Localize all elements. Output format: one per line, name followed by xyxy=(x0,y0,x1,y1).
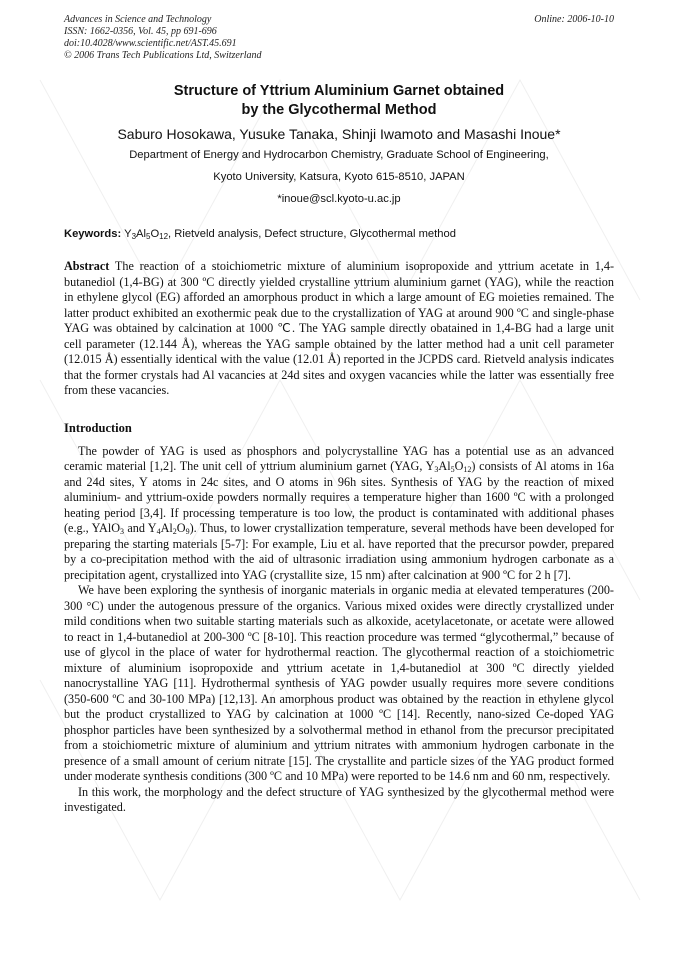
header-meta xyxy=(64,14,614,62)
affiliation xyxy=(64,144,614,210)
keywords xyxy=(64,227,614,241)
keywords-formula: $Y_3Al_5O_{12}$ xyxy=(124,228,169,241)
copyright-line: © 2006 Trans Tech Publications Ltd, Switzerland xyxy=(64,50,262,61)
publication-info xyxy=(64,14,262,62)
intro-paragraph-3: In this work, the morphology and the defect structure of YAG synthesized by the glycothermal method were investigated. xyxy=(64,784,614,814)
title-line-1: Structure of Yttrium Aluminium Garnet obtained xyxy=(173,83,505,99)
doi-line: doi:10.4028/www.scientific.net/AST.45.691 xyxy=(64,38,237,49)
abstract-text: The reaction of a stoichiometric mixture of aluminium isopropoxide and yttrium acetate in 1,4-butanediol (1,4-BG) at 300 ºC directly yielded crystalline yttrium aluminium garnet (YAG), while the reaction in ethylene glycol (EG) afforded an amorphous product in which a large amount of EG moieties remained. The latter product exhibited an exothermic peak due to the crystallization of YAG at around 900 ºC and single-phase YAG was obtained by calcination at 1000 ℃. The YAG sample directly obatained in 1,4-BG had a large unit cell parameter (12.144 Å), whereas the YAG sample obtained by the latter method had a unit cell parameter (12.015 Å) essentially identical with the value (12.01 Å) reported in the JCPDS card. Rietveld analysis indicates that the former crystals had Al vacancies at 24d sites and oxygen vacancies while the latter was essentially free from these vacancies. xyxy=(64,259,615,397)
introduction-heading: Introduction xyxy=(64,420,132,435)
journal-name: Advances in Science and Technology xyxy=(64,14,212,25)
intro-paragraph-2: We have been exploring the synthesis of inorganic materials in organic media at elevated temperatures (200-300 °C) under the autogenous pressure of the organics. Various mixed oxides were directly crystallized under mild conditions when two suitable starting materials such as alkoxide, acetylacetonate, or acetate were allowed to react in 1,4-butanediol at 200-300 ºC [8-10]. This reaction procedure was termed “glycothermal,” because of use of glycol in the place of water for hydrothermal reaction. The glycothermal reaction of a stoichiometric mixture of aluminium isopropoxide and yttrium acetate in 1,4-butanediol at 300 ºC directly yielded nanocrystalline YAG [11]. Hydrothermal synthesis of YAG powder usually requires more severe conditions (350-600 ºC and 30-100 MPa) [12,13]. An amorphous product was obtained by the reaction in ethylene glycol but the product crystallized to YAG by calcination at 1000 ºC [14]. Recently, nano-sized Ce-doped YAG phosphor particles have been synthesized by a solvothermal method in ethanol from the precursor precipitated from a stoichiometric mixture of aluminium and yttrium nitrates with ammonium hydrogen carbonate in the presence of a small amount of cerium nitrate [15]. The crystallite and particle sizes of the YAG product formed under moderate synthesis conditions (300 ºC and 10 MPa) were reported to be 14.6 nm and 60 nm, respectively. xyxy=(64,583,614,783)
issn-line: ISSN: 1662-0356, Vol. 45, pp 691-696 xyxy=(64,26,217,37)
online-date: Online: 2006-10-10 xyxy=(534,14,614,25)
intro-paragraph-1: The powder of YAG is used as phosphors and polycrystalline YAG has a potential use as an advanced ceramic material [1,2]. The unit cell of yttrium aluminium garnet (YAG, $Y_3Al_5O_{12}$) consists of Al atoms in 16a and 24d sites, Y atoms in 24c sites, and O atoms in 96h sites. Synthesis of YAG by the reaction of mixed aluminium- and yttrium-oxide powders normally requires a temperature higher than 1600 ºC with a prolonged heating period [3,4]. If processing temperature is too low, the product is contaminated with additional phases (e.g., YAlO$_3$ and $Y_4Al_2O_9$). Thus, to lower crystallization temperature, several methods have been developed for preparing the starting materials [5-7]: For example, Liu et al. have reported that the precursor powder, prepared by a co-precipitation method with the aid of ultrasonic irradiation using ammonium hydrogen carbonate as a precipitation agent, crystallized into YAG (crystallite size, 15 nm) after calcination at 900 ºC for 2 h [7]. xyxy=(64,443,614,582)
author-list: Saburo Hosokawa, Yusuke Tanaka, Shinji Iwamoto and Masashi Inoue* xyxy=(117,126,561,142)
paper-title xyxy=(64,82,614,120)
affiliation-line-1: Department of Energy and Hydrocarbon Chemistry, Graduate School of Engineering, xyxy=(129,149,549,161)
abstract-label: Abstract xyxy=(64,259,110,273)
introduction-body xyxy=(64,444,614,816)
keywords-list: , Rietveld analysis, Defect structure, Glycothermal method xyxy=(168,228,456,240)
keywords-label: Keywords: xyxy=(64,228,122,240)
title-line-2: by the Glycothermal Method xyxy=(241,102,437,118)
author-email: *inoue@scl.kyoto-u.ac.jp xyxy=(277,193,401,205)
abstract xyxy=(64,259,614,399)
affiliation-line-2: Kyoto University, Katsura, Kyoto 615-8510, JAPAN xyxy=(213,171,465,183)
